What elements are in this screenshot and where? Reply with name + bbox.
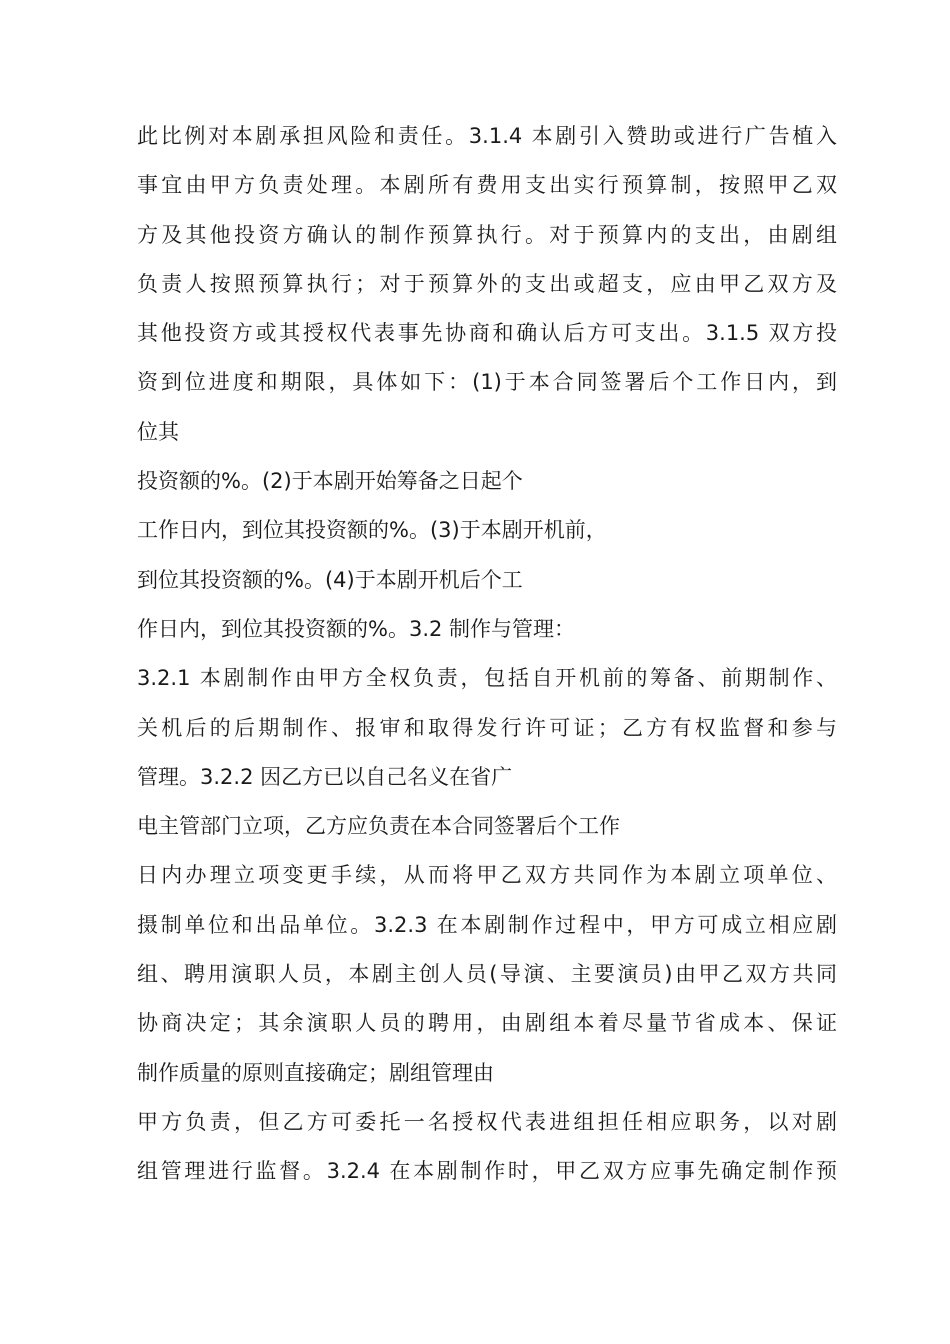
body-text: [137, 112, 847, 1197]
text-line: 负责人按照预算执行；对于预算外的支出或超支，应由甲乙双方及: [137, 271, 837, 296]
text-line: 方及其他投资方确认的制作预算执行。对于预算内的支出，由剧组: [137, 222, 837, 247]
text-line: 3.2.1 本剧制作由甲方全权负责，包括自开机前的筹备、前期制作、: [137, 666, 837, 691]
text-line: 到位其投资额的%。(4)于本剧开机后个工: [137, 567, 523, 592]
text-line: 甲方负责，但乙方可委托一名授权代表进组担任相应职务，以对剧: [137, 1109, 837, 1134]
text-line: 投资额的%。(2)于本剧开始筹备之日起个: [137, 469, 523, 494]
text-line: 其他投资方或其授权代表事先协商和确认后方可支出。3.1.5 双方投: [137, 321, 837, 346]
text-line: 电主管部门立项，乙方应负责在本合同签署后个工作: [137, 814, 620, 839]
text-line: 协商决定；其余演职人员的聘用，由剧组本着尽量节省成本、保证: [137, 1011, 837, 1036]
text-line: 位其: [137, 419, 179, 444]
text-line: 此比例对本剧承担风险和责任。3.1.4 本剧引入赞助或进行广告植入: [137, 124, 837, 148]
text-line: 日内办理立项变更手续，从而将甲乙双方共同作为本剧立项单位、: [137, 863, 837, 888]
text-line: 组管理进行监督。3.2.4 在本剧制作时，甲乙双方应事先确定制作预: [137, 1159, 837, 1184]
text-line: 管理。3.2.2 因乙方已以自己名义在省广: [137, 764, 513, 789]
text-line: 摄制单位和出品单位。3.2.3 在本剧制作过程中，甲方可成立相应剧: [137, 912, 837, 937]
text-line: 作日内，到位其投资额的%。3.2 制作与管理：: [137, 616, 576, 641]
text-line: 关机后的后期制作、报审和取得发行许可证；乙方有权监督和参与: [137, 715, 837, 740]
text-line: 工作日内，到位其投资额的%。(3)于本剧开机前，: [137, 518, 607, 543]
text-line: 资到位进度和期限，具体如下：(1)于本合同签署后个工作日内，到: [137, 370, 837, 395]
text-line: 事宜由甲方负责处理。本剧所有费用支出实行预算制，按照甲乙双: [137, 173, 837, 198]
text-line: 组、聘用演职人员，本剧主创人员(导演、主要演员)由甲乙双方共同: [137, 962, 837, 987]
text-line: 制作质量的原则直接确定；剧组管理由: [137, 1060, 494, 1085]
